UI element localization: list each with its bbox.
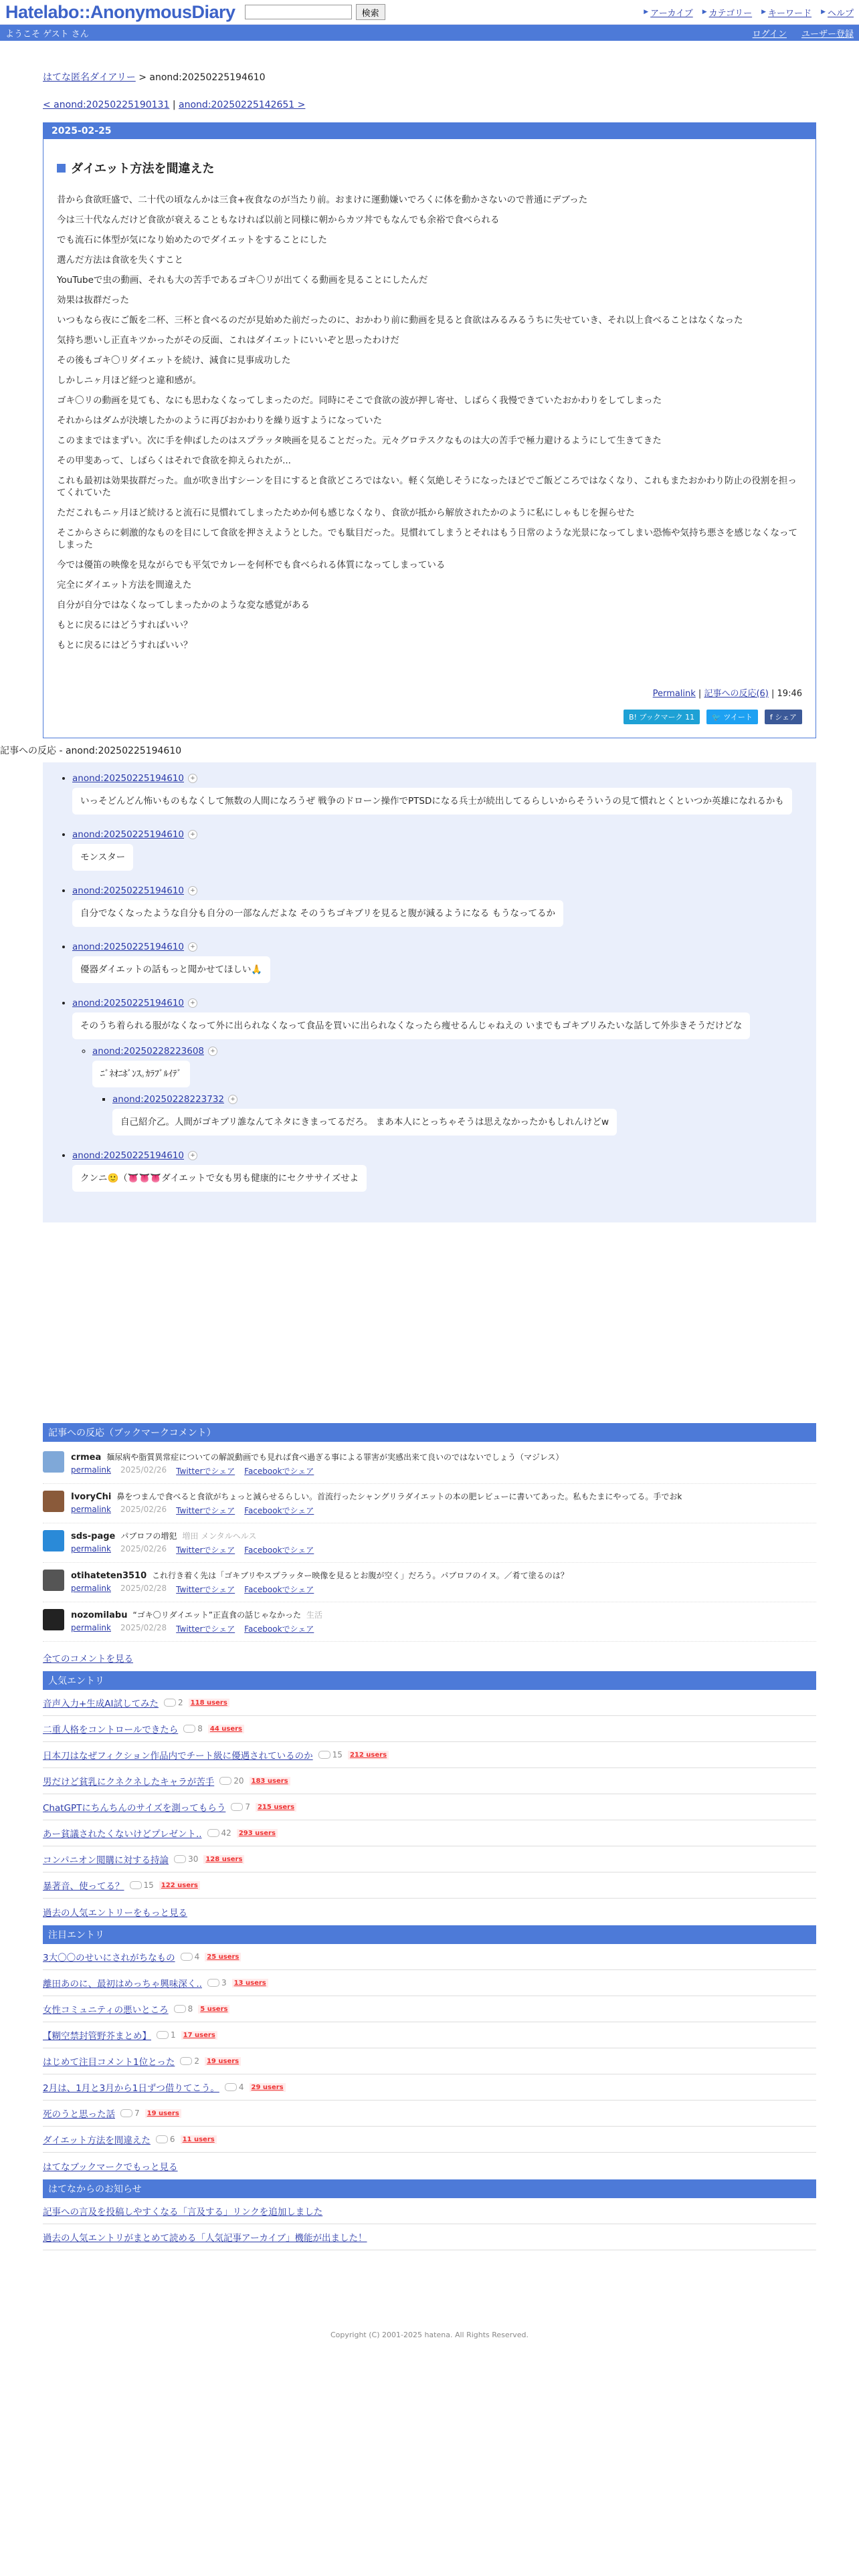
entry-line: でも流石に体型が気になり始めたのでダイエットをすることにした: [57, 235, 327, 245]
attention-entries-heading: 注目エントリ: [43, 1925, 816, 1944]
bookmark-top: [71, 1491, 687, 1502]
reaction-link[interactable]: anond:20250225194610: [72, 829, 185, 840]
comment-count-value: 1: [171, 2030, 176, 2040]
bookmark-users-badge[interactable]: 215 users: [256, 1803, 296, 1812]
entry-line: 今は三十代なんだけど食欲が衰えることもなければ以前と同様に朝からカツ丼でもなんでも余裕で食べられる: [57, 215, 500, 225]
pager-separator: |: [172, 100, 176, 110]
attention-entries-list: [43, 1944, 816, 2153]
facebook-share-button[interactable]: [765, 710, 802, 724]
speech-bubble-icon: [180, 2057, 192, 2065]
entry-line: 気持ち悪いし正直キツかったがその反面、これはダイエットにいいぞと思ったわけだ: [57, 335, 399, 346]
comment-count: [174, 1854, 198, 1864]
bookmark-comment-text: これ行き着く先は「ゴキブリやスプラッター映像を見るとお腹が空く」だろう。パブロフのイヌ。／肴て塗るのは？: [152, 1571, 569, 1580]
bookmark-meta: [71, 1584, 574, 1595]
comment-count-value: 7: [245, 1802, 250, 1812]
top-nav: [644, 6, 854, 19]
expand-plus-icon[interactable]: +: [188, 830, 197, 839]
expand-plus-icon[interactable]: +: [188, 998, 197, 1008]
entry-title-row: [57, 159, 802, 177]
entry-list-link[interactable]: 死のうと思った話: [43, 2109, 115, 2120]
bookmark-user[interactable]: sds-page: [71, 1531, 116, 1541]
speech-bubble-icon: [174, 1855, 186, 1863]
speech-bubble-icon: [183, 1725, 195, 1733]
permalink-link[interactable]: Permalink: [652, 689, 696, 699]
entry-list-item: [43, 2074, 816, 2101]
bookmark-top: [71, 1530, 314, 1541]
reaction-link[interactable]: anond:20250225194610: [72, 773, 185, 784]
bookmark-facebook-link[interactable]: Facebookでシェア: [244, 1467, 314, 1476]
tweet-label: ツイート: [723, 713, 753, 722]
nav-category[interactable]: [702, 6, 752, 19]
entry-list-item: [43, 1794, 816, 1820]
bookmark-comment-text: 鼻をつまんで食べると食欲がちょっと減らせるらしい。首流行ったシャングリラダイエットの本の肥レビューに書いてあった。私もたまにやってる。手でおk: [116, 1492, 682, 1501]
bookmark-users-badge[interactable]: 25 users: [205, 1953, 241, 1961]
comment-count: [180, 2056, 199, 2066]
reactions-tree: [43, 762, 816, 1222]
entry-list-link[interactable]: 【糊空禁封管野芥まとめ】: [43, 2031, 151, 2042]
bookmark-facebook-link[interactable]: Facebookでシェア: [244, 1624, 314, 1634]
bookmark-body: [71, 1609, 322, 1634]
triangle-right-icon: ▶: [761, 9, 767, 15]
popular-entries-heading: 人気エントリ: [43, 1671, 816, 1690]
bookmark-comment: [43, 1484, 816, 1523]
entry-line: いつもなら夜にご飯を二杯、三杯と食べるのだが見始めた前だったのに、おかわり前に動画を見ると食欲はみるみるうちに失せていき、それ以上食べることはなくなった: [57, 315, 743, 326]
entry-list-link[interactable]: コンパニオン閲購に対する持論: [43, 1855, 169, 1866]
comment-count-value: 20: [233, 1776, 244, 1786]
expand-plus-icon[interactable]: +: [228, 1095, 237, 1104]
entry-list-link[interactable]: ChatGPTにちんちんのサイズを測ってもらう: [43, 1803, 226, 1814]
entry-list-item: [43, 1716, 816, 1742]
facebook-icon: f: [769, 713, 775, 722]
entry-line: 自分が自分ではなくなってしまったかのような変な感覚がある: [57, 600, 310, 611]
popular-entries-list: [43, 1690, 816, 1899]
breadcrumb-home[interactable]: はてな匿名ダイアリー: [43, 72, 136, 83]
entry-list-item: [43, 1846, 816, 1872]
entry-title[interactable]: ダイエット方法を間違えた: [71, 162, 215, 176]
comment-count: [225, 2082, 244, 2092]
entry-date: 2025-02-25: [43, 123, 816, 139]
main-content: [43, 70, 816, 738]
bookmark-users-badge[interactable]: 11 users: [181, 2135, 217, 2144]
speech-bubble-icon: [130, 1881, 142, 1889]
reaction-item: [72, 998, 803, 1136]
entry-list-item: [43, 1768, 816, 1794]
entry-line: このままではまずい。次に手を伸ばしたのはスプラッタ映画を見ることだった。元々グロテスクなものは大の苦手で極力避けるようにして生きてきた: [57, 435, 662, 446]
reaction-link[interactable]: anond:20250225194610: [72, 1150, 185, 1161]
square-bullet-icon: [57, 164, 66, 173]
triangle-right-icon: ▶: [644, 9, 649, 15]
bookmark-meta: [71, 1544, 314, 1555]
prev-entry-link[interactable]: < anond:20250225190131: [43, 100, 170, 110]
comment-count-value: 7: [134, 2109, 140, 2118]
bookmark-comment: [43, 1523, 816, 1563]
entry-line: 今では優笛の映像を見ながらでも平気でカレーを何杯でも食べられる体質になってしまっている: [57, 560, 446, 570]
entry-list-link[interactable]: 男だけど貧乳にクネクネしたキャラが苦手: [43, 1777, 215, 1788]
comment-count: [183, 1724, 203, 1733]
entry-line: しかしニヶ月ほど経つと違和感が。: [57, 375, 201, 386]
entry-line: もとに戻るにはどうすればいい？: [57, 620, 193, 631]
reaction-children: [92, 1094, 803, 1136]
reaction-item: [72, 829, 803, 871]
reaction-list: [56, 773, 803, 1192]
welcome-bar: [0, 25, 859, 41]
bookmark-comment: [43, 1444, 816, 1484]
comment-count-value: 15: [332, 1750, 343, 1759]
entry-body: [43, 139, 816, 738]
reaction-link[interactable]: anond:20250228223732: [112, 1094, 225, 1105]
entry-line: その甲斐あって、しばらくはそれで食欲を抑えられたが...: [57, 455, 291, 466]
bookmark-meta: [71, 1623, 322, 1634]
bookmark-permalink[interactable]: permalink: [71, 1544, 111, 1553]
bookmark-body: [71, 1530, 314, 1555]
entry-list-item: [43, 1690, 816, 1716]
entry-line: これも最初は効果抜群だった。血が吹き出すシーンを目にすると食欲どころではない。軽く気絶しそうになったほどでご飯どころではなくなり、これもまたおかわり防止の役割を担ってくれていた: [57, 475, 797, 498]
bookmark-body: [71, 1570, 574, 1595]
entry-text: [57, 194, 802, 651]
bookmark-tweet-link[interactable]: Twitterでシェア: [176, 1506, 235, 1515]
comment-count-value: 8: [197, 1724, 203, 1733]
bookmark-users-badge[interactable]: 122 users: [159, 1881, 200, 1890]
tweet-button[interactable]: [706, 710, 758, 724]
avatar[interactable]: [43, 1570, 64, 1591]
comment-count: [318, 1750, 343, 1759]
bookmark-permalink[interactable]: permalink: [71, 1465, 111, 1475]
entry-list-item: [43, 1996, 816, 2022]
comment-count-value: 30: [188, 1854, 199, 1864]
breadcrumb: [43, 70, 816, 84]
comment-count-value: 6: [169, 2135, 175, 2144]
all-comments-link[interactable]: 全てのコメントを見る: [43, 1654, 133, 1665]
reaction-link[interactable]: anond:20250228223608: [92, 1046, 205, 1057]
entry-list-item: [43, 1944, 816, 1970]
expand-plus-icon[interactable]: +: [188, 774, 197, 783]
bookmark-user[interactable]: nozomilabu: [71, 1610, 128, 1620]
bookmark-comments-heading: 記事への反応（ブックマークコメント）: [43, 1423, 816, 1442]
attention-more-link[interactable]: はてなブックマークでもっと見る: [43, 2162, 178, 2173]
entry-list-item: [43, 1820, 816, 1846]
popular-more-link[interactable]: 過去の人気エントリーをもっと見る: [43, 1908, 187, 1919]
entry-time: 19:46: [777, 689, 802, 699]
diary-entry: [43, 122, 816, 738]
comment-count: [174, 2004, 193, 2014]
share-buttons: [57, 710, 802, 724]
speech-bubble-icon: [174, 2005, 186, 2013]
comment-count: [157, 2030, 176, 2040]
bookmark-date: 2025/02/26: [120, 1544, 167, 1553]
bookmark-users-badge[interactable]: 29 users: [250, 2083, 286, 2092]
bookmark-tag[interactable]: 増田 メンタルヘルス: [182, 1531, 257, 1541]
bookmark-users-badge[interactable]: 13 users: [232, 1979, 268, 1988]
entry-line: その後もゴキ〇リダイエットを続け、減食に見事成功した: [57, 355, 291, 366]
breadcrumb-current: anond:20250225194610: [149, 72, 266, 83]
comment-count-value: 15: [143, 1881, 154, 1890]
nav-category-link[interactable]: カテゴリー: [708, 8, 753, 19]
avatar[interactable]: [43, 1451, 64, 1473]
avatar[interactable]: [43, 1491, 64, 1512]
bookmark-tweet-link[interactable]: Twitterでシェア: [176, 1545, 235, 1555]
entry-list-link[interactable]: 暴著音、使ってる？: [43, 1881, 124, 1892]
bookmark-users-badge[interactable]: 293 users: [237, 1829, 278, 1838]
reaction-link[interactable]: anond:20250225194610: [72, 998, 185, 1008]
bookmark-users-badge[interactable]: 118 users: [189, 1699, 229, 1707]
bookmark-comment-text: “ゴキ〇リダイエット”正直食の話じゃなかった: [132, 1610, 301, 1620]
speech-bubble-icon: [156, 2135, 168, 2143]
bookmark-facebook-link[interactable]: Facebookでシェア: [244, 1545, 314, 1555]
bookmark-tweet-link[interactable]: Twitterでシェア: [176, 1585, 235, 1594]
hatena-bookmark-button[interactable]: B! ブックマーク 11: [624, 710, 700, 724]
reaction-text: ﾆﾞﾈｵﾆﾎﾞﾝｽ｡ｶﾗﾌﾞﾙｲﾃﾞ: [92, 1061, 190, 1087]
welcome-text: ようこそ ゲスト さん: [5, 29, 89, 39]
speech-bubble-icon: [120, 2109, 132, 2117]
bookmark-top: [71, 1570, 574, 1581]
entry-line: 効果は抜群だった: [57, 295, 129, 306]
entry-footer: Permalink | 記事への反応(6) | 19:46: [652, 689, 802, 699]
reaction-text: 自己紹介乙。人間がゴキブリ誰なんてネタにきまってるだろ。 まあ本人にとっちゃそうは思えなかったかもしれんけどw: [112, 1109, 617, 1136]
comment-count: [219, 1776, 244, 1786]
login-link[interactable]: ログイン: [752, 29, 787, 39]
comment-count-value: 4: [238, 2082, 244, 2092]
twitter-icon: 🐦: [712, 713, 724, 722]
nav-keyword-link[interactable]: キーワード: [768, 8, 812, 19]
nav-help[interactable]: [821, 6, 854, 19]
bookmark-comment-list: [43, 1442, 816, 1644]
entry-pager: [43, 100, 816, 110]
reaction-text: 優器ダイエットの話もっと聞かせてほしい🙏: [72, 956, 270, 983]
entry-list-link[interactable]: 音声入力+生成AI試してみた: [43, 1699, 159, 1709]
entry-list-item: [43, 2101, 816, 2127]
bookmark-user[interactable]: IvoryChi: [71, 1492, 112, 1502]
reaction-link[interactable]: anond:20250225194610: [72, 885, 185, 896]
bookmark-top: [71, 1451, 569, 1463]
search-button[interactable]: 検索: [356, 4, 385, 20]
copyright: Copyright (C) 2001-2025 hatena. All Rights Reserved.: [330, 2331, 529, 2339]
nav-archive[interactable]: [644, 6, 693, 19]
comment-count: [156, 2135, 175, 2144]
entry-list-link[interactable]: ダイエット方法を間違えた: [43, 2135, 151, 2146]
comment-count-value: 8: [187, 2004, 193, 2014]
speech-bubble-icon: [231, 1803, 243, 1811]
reaction-item: [112, 1094, 803, 1136]
bookmark-date: 2025/02/26: [120, 1505, 167, 1514]
comment-count-value: 42: [221, 1828, 231, 1838]
expand-plus-icon[interactable]: +: [208, 1047, 217, 1056]
bookmark-meta: [71, 1465, 569, 1477]
bookmark-user[interactable]: otihateten3510: [71, 1571, 147, 1581]
bookmark-comment-text: 麺尿病や脂質異常症についての解説動画でも見れば食べ過ぎる事による罪害が実感出来て良いのではないでしょう（マジレス）: [106, 1453, 564, 1462]
bookmark-tag[interactable]: 生活: [306, 1610, 322, 1620]
bookmark-users-badge[interactable]: 183 users: [250, 1777, 290, 1786]
entry-list-link[interactable]: 二重人格をコントロールできたら: [43, 1725, 179, 1735]
search-input[interactable]: [245, 5, 352, 19]
entry-list-link[interactable]: 過去の人気エントリがまとめて読める「人気記事アーカイブ」機能が出ました！: [43, 2233, 367, 2244]
speech-bubble-icon: [157, 2031, 169, 2039]
entry-list-link[interactable]: あー貧議されたくないけどプレゼント..: [43, 1829, 202, 1840]
entry-line: 完全にダイエット方法を間違えた: [57, 580, 192, 591]
comment-count: [120, 2109, 140, 2118]
entry-list-link[interactable]: 2月は、1月と3月から1日ずつ借りてこう。: [43, 2083, 219, 2094]
expand-plus-icon[interactable]: +: [188, 1151, 197, 1160]
entry-list-link[interactable]: 離田あのに、最初はめっちゃ興味深く..: [43, 1979, 202, 1990]
entry-line: もとに戻るにはどうすればいい？: [57, 640, 193, 651]
entry-list-item: [43, 2198, 816, 2224]
top-bar: [0, 0, 859, 25]
register-link[interactable]: ユーザー登録: [801, 29, 854, 39]
breadcrumb-separator: >: [138, 72, 147, 83]
reaction-item: [72, 1150, 803, 1192]
reaction-text: モンスター: [72, 844, 133, 871]
comment-count: [130, 1881, 154, 1890]
speech-bubble-icon: [207, 1829, 219, 1837]
triangle-right-icon: ▶: [821, 9, 826, 15]
bookmark-users-badge[interactable]: 128 users: [203, 1855, 244, 1864]
reaction-item: [92, 1046, 803, 1136]
entry-list-item: [43, 2127, 816, 2153]
bookmark-body: [71, 1491, 687, 1516]
bookmark-date: 2025/02/26: [120, 1465, 167, 1475]
bookmark-top: [71, 1609, 322, 1620]
triangle-right-icon: ▶: [702, 9, 707, 15]
entry-line: YouTubeで虫の動画、それも大の苦手であるゴキ〇リが出てくる動画を見ることにしたんだ: [57, 275, 428, 286]
bookmark-comment-text: パブロフの増犯: [120, 1531, 177, 1541]
bookmark-permalink[interactable]: permalink: [71, 1623, 111, 1632]
expand-plus-icon[interactable]: +: [188, 886, 197, 895]
bookmark-users-badge[interactable]: 44 users: [208, 1725, 244, 1733]
comment-count: [207, 1828, 231, 1838]
entry-list-item: [43, 2022, 816, 2048]
comment-count-value: 4: [194, 1952, 200, 1961]
comment-count: [207, 1978, 227, 1988]
nav-archive-link[interactable]: アーカイブ: [650, 8, 693, 19]
speech-bubble-icon: [318, 1751, 330, 1759]
reaction-text: クンニ🙂（👅👅👅ダイエットで女も男も健康的にセクササイズせよ: [72, 1165, 367, 1192]
bookmark-users-badge[interactable]: 19 users: [205, 2057, 241, 2066]
entry-list-link[interactable]: 女性コミュニティの悪いところ: [43, 2005, 169, 2016]
entry-line: 昔から食欲旺盛で、二十代の頃なんかは三食+夜食なのが当たり前。おまけに運動嫌いでろくに体を動かさないので普通にデブった: [57, 195, 588, 205]
bookmark-date: 2025/02/28: [120, 1623, 167, 1632]
comment-count: [231, 1802, 250, 1812]
speech-bubble-icon: [225, 2083, 237, 2091]
entry-list-item: [43, 1742, 816, 1768]
site-logo[interactable]: Hatelabo::AnonymousDiary: [5, 1, 235, 22]
entry-line: ゴキ〇リの動画を見ても、なにも思わなくなってしまったのだ。同時にそこで食欲の波が押し寄せ、しばらく我慢できていたおかわりをしてしまった: [57, 395, 662, 406]
bookmark-comment: [43, 1602, 816, 1642]
bookmark-body: [71, 1451, 569, 1477]
entry-list-item: [43, 2048, 816, 2074]
entry-list-link[interactable]: 日本刀はなぜフィクション作品内でチート級に優遇されているのか: [43, 1751, 313, 1761]
entry-line: それからはダムが決壊したかのように再びおかわりを繰り返すようになっていた: [57, 415, 382, 426]
reaction-children: [72, 1046, 803, 1136]
bookmark-date: 2025/02/28: [120, 1584, 167, 1593]
bookmark-user[interactable]: crmea: [71, 1453, 102, 1463]
speech-bubble-icon: [181, 1953, 193, 1961]
entry-line: 選んだ方法は食欲を失くすこと: [57, 255, 183, 265]
nav-help-link[interactable]: ヘルプ: [827, 8, 854, 19]
reaction-text: 自分でなくなったような自分も自分の一部なんだよな そのうちゴキブリを見ると腹が減るようになる もうなってるか: [72, 900, 563, 927]
bookmark-facebook-link[interactable]: Facebookでシェア: [244, 1585, 314, 1594]
entry-line: ただこれもニヶ月ほど続けると流石に見慣れてしまったためか何も感じなくなり、食欲が抵から解放されたかのように私にしゃもじを握らせた: [57, 508, 635, 518]
bookmark-permalink[interactable]: permalink: [71, 1505, 111, 1514]
speech-bubble-icon: [207, 1979, 219, 1987]
reactions-heading: 記事への反応 - anond:20250225194610: [0, 746, 182, 756]
bookmark-users-badge[interactable]: 17 users: [181, 2031, 217, 2040]
bookmark-users-badge[interactable]: 19 users: [145, 2109, 181, 2118]
bookmark-tweet-link[interactable]: Twitterでシェア: [176, 1467, 235, 1476]
entry-list-link[interactable]: はじめて注目コメント1位とった: [43, 2057, 175, 2068]
speech-bubble-icon: [164, 1699, 176, 1707]
avatar[interactable]: [43, 1530, 64, 1551]
entry-line: そこからさらに刺激的なものを目にして食欲を押さえようとした。でも駄目だった。見慣れてしまうとそれはもう日常のような光景になってしまい恐怖や気持ち悪さを感じなくなってしまった: [57, 528, 797, 550]
avatar[interactable]: [43, 1609, 64, 1630]
bookmark-tweet-link[interactable]: Twitterでシェア: [176, 1624, 235, 1634]
entry-list-item: [43, 2224, 816, 2250]
speech-bubble-icon: [219, 1777, 231, 1785]
comment-count: [164, 1698, 183, 1707]
next-entry-link[interactable]: anond:20250225142651 >: [179, 100, 306, 110]
bookmark-comment: [43, 1563, 816, 1602]
news-heading: はてなからのお知らせ: [43, 2179, 816, 2198]
bookmark-permalink[interactable]: permalink: [71, 1584, 111, 1593]
reaction-text: そのうち着られる服がなくなって外に出られなくなって食品を買いに出られなくなったら痩せるんじゃねえの いまでもゴキブリみたいな話して外歩きそうだけどな: [72, 1012, 750, 1039]
reactions-link[interactable]: 記事への反応(6): [704, 689, 769, 699]
nav-keyword[interactable]: [761, 6, 812, 19]
comment-count-value: 3: [221, 1978, 227, 1988]
bookmark-meta: [71, 1505, 687, 1516]
reaction-item: [72, 942, 803, 983]
reaction-item: [72, 885, 803, 927]
bookmark-users-badge[interactable]: 5 users: [198, 2005, 229, 2014]
comment-count-value: 2: [194, 2056, 199, 2066]
entry-list-item: [43, 1970, 816, 1996]
reaction-item: [72, 773, 803, 815]
bookmark-facebook-link[interactable]: Facebookでシェア: [244, 1506, 314, 1515]
news-list: [43, 2198, 816, 2250]
reaction-text: いっそどんどん怖いものもなくして無数の人間になろうぜ 戦争のドローン操作でPTSDになる兵士が続出してるらしいからそういうの見て慣れとくといつか英雄になれるかも: [72, 788, 792, 815]
entry-list-link[interactable]: 記事への言及を投稿しやすくなる「言及する」リンクを追加しました: [43, 2207, 323, 2218]
expand-plus-icon[interactable]: +: [188, 942, 197, 952]
entry-list-link[interactable]: 3大〇〇のせいにされがちなもの: [43, 1953, 175, 1963]
reaction-link[interactable]: anond:20250225194610: [72, 942, 185, 952]
facebook-share-label: シェア: [775, 713, 797, 722]
comment-count-value: 2: [178, 1698, 183, 1707]
comment-count: [181, 1952, 200, 1961]
bookmark-users-badge[interactable]: 212 users: [348, 1751, 389, 1759]
entry-list-item: [43, 1872, 816, 1899]
